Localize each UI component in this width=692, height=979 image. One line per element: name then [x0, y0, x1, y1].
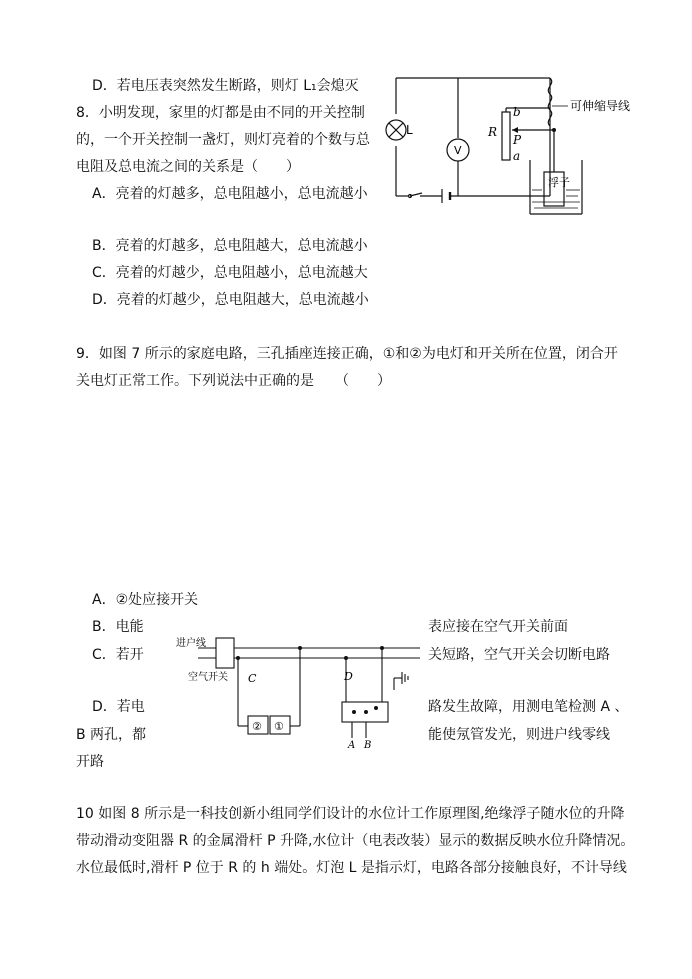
point-d-label: D: [344, 670, 353, 683]
q9-option-d-left: D．若电: [92, 699, 145, 715]
q8-stem-line-1: 8．小明发现，家里的灯都是由不同的开关控制: [76, 105, 365, 121]
q10-line-1: 10 如图 8 所示是一科技创新小组同学们设计的水位计工作原理图,绝缘浮子随水位的升降: [76, 806, 625, 822]
float-label: 浮子: [548, 176, 570, 189]
hole-b-label: B: [364, 740, 372, 751]
q9-option-d-right-1: 路发生故障，用测电笔检测 A 、: [428, 699, 629, 715]
voltmeter-label: V: [454, 144, 462, 157]
q8-option-d: D．亮着的灯越少，总电阻越大，总电流越小: [92, 292, 369, 308]
q7-option-d: D．若电压表突然发生断路，则灯 L₁会熄灭: [92, 78, 359, 94]
resistor-label: R: [488, 125, 498, 139]
q9-stem-line-1: 9．如图 7 所示的家庭电路，三孔插座连接正确，①和②为电灯和开关所在位置，闭合开: [76, 346, 618, 362]
q9-option-c-right: 关短路，空气开关会切断电路: [428, 647, 610, 663]
terminal-b-label: b: [513, 105, 521, 119]
flexible-wire-label: 可伸缩导线: [570, 99, 631, 113]
q10-line-2: 带动滑动变阻器 R 的金属滑杆 P 升降,水位计（电表改装）显示的数据反映水位升降情况。: [76, 833, 635, 849]
position-2-label: ②: [252, 720, 262, 733]
q9-option-b-left: B．电能: [92, 619, 144, 635]
q9-stem-line-2: 关电灯正常工作。下列说法中正确的是 （ ）: [76, 373, 391, 389]
q8-option-b: B．亮着的灯越多，总电阻越大，总电流越小: [92, 238, 368, 254]
point-c-label: C: [248, 672, 257, 685]
q9-option-d-line3: 开路: [76, 754, 104, 770]
incoming-line-label: 进户线: [176, 638, 206, 649]
lamp-label: L: [406, 123, 413, 137]
q10-line-3: 水位最低时,滑杆 P 位于 R 的 h 端处。灯泡 L 是指示灯，电路各部分接触良好，不计导线: [76, 860, 627, 876]
q9-option-c-left: C．若开: [92, 647, 144, 663]
q8-stem-line-2: 的，一个开关控制一盏灯，则灯亮着的个数与总: [76, 132, 370, 148]
q8-option-a: A．亮着的灯越多，总电阻越小，总电流越小: [92, 186, 368, 202]
q8-stem-line-3: 电阻及总电流之间的关系是（ ）: [76, 159, 300, 175]
q9-option-d-line2-left: B 两孔，都: [76, 727, 147, 743]
breaker-label: 空气开关: [188, 672, 228, 683]
q8-option-c: C．亮着的灯越少，总电阻越小，总电流越大: [92, 265, 368, 281]
q9-option-b-right: 表应接在空气开关前面: [428, 619, 568, 635]
position-1-label: ①: [274, 720, 284, 733]
q9-option-d-line2-right: 能使氖管发光，则进户线零线: [428, 727, 610, 743]
terminal-a-label: a: [513, 149, 521, 163]
water-level-circuit-figure: [378, 72, 658, 222]
hole-a-label: A: [348, 740, 356, 751]
slider-label: P: [513, 133, 522, 147]
q9-option-a: A．②处应接开关: [92, 592, 199, 608]
household-circuit-figure: [176, 632, 426, 752]
